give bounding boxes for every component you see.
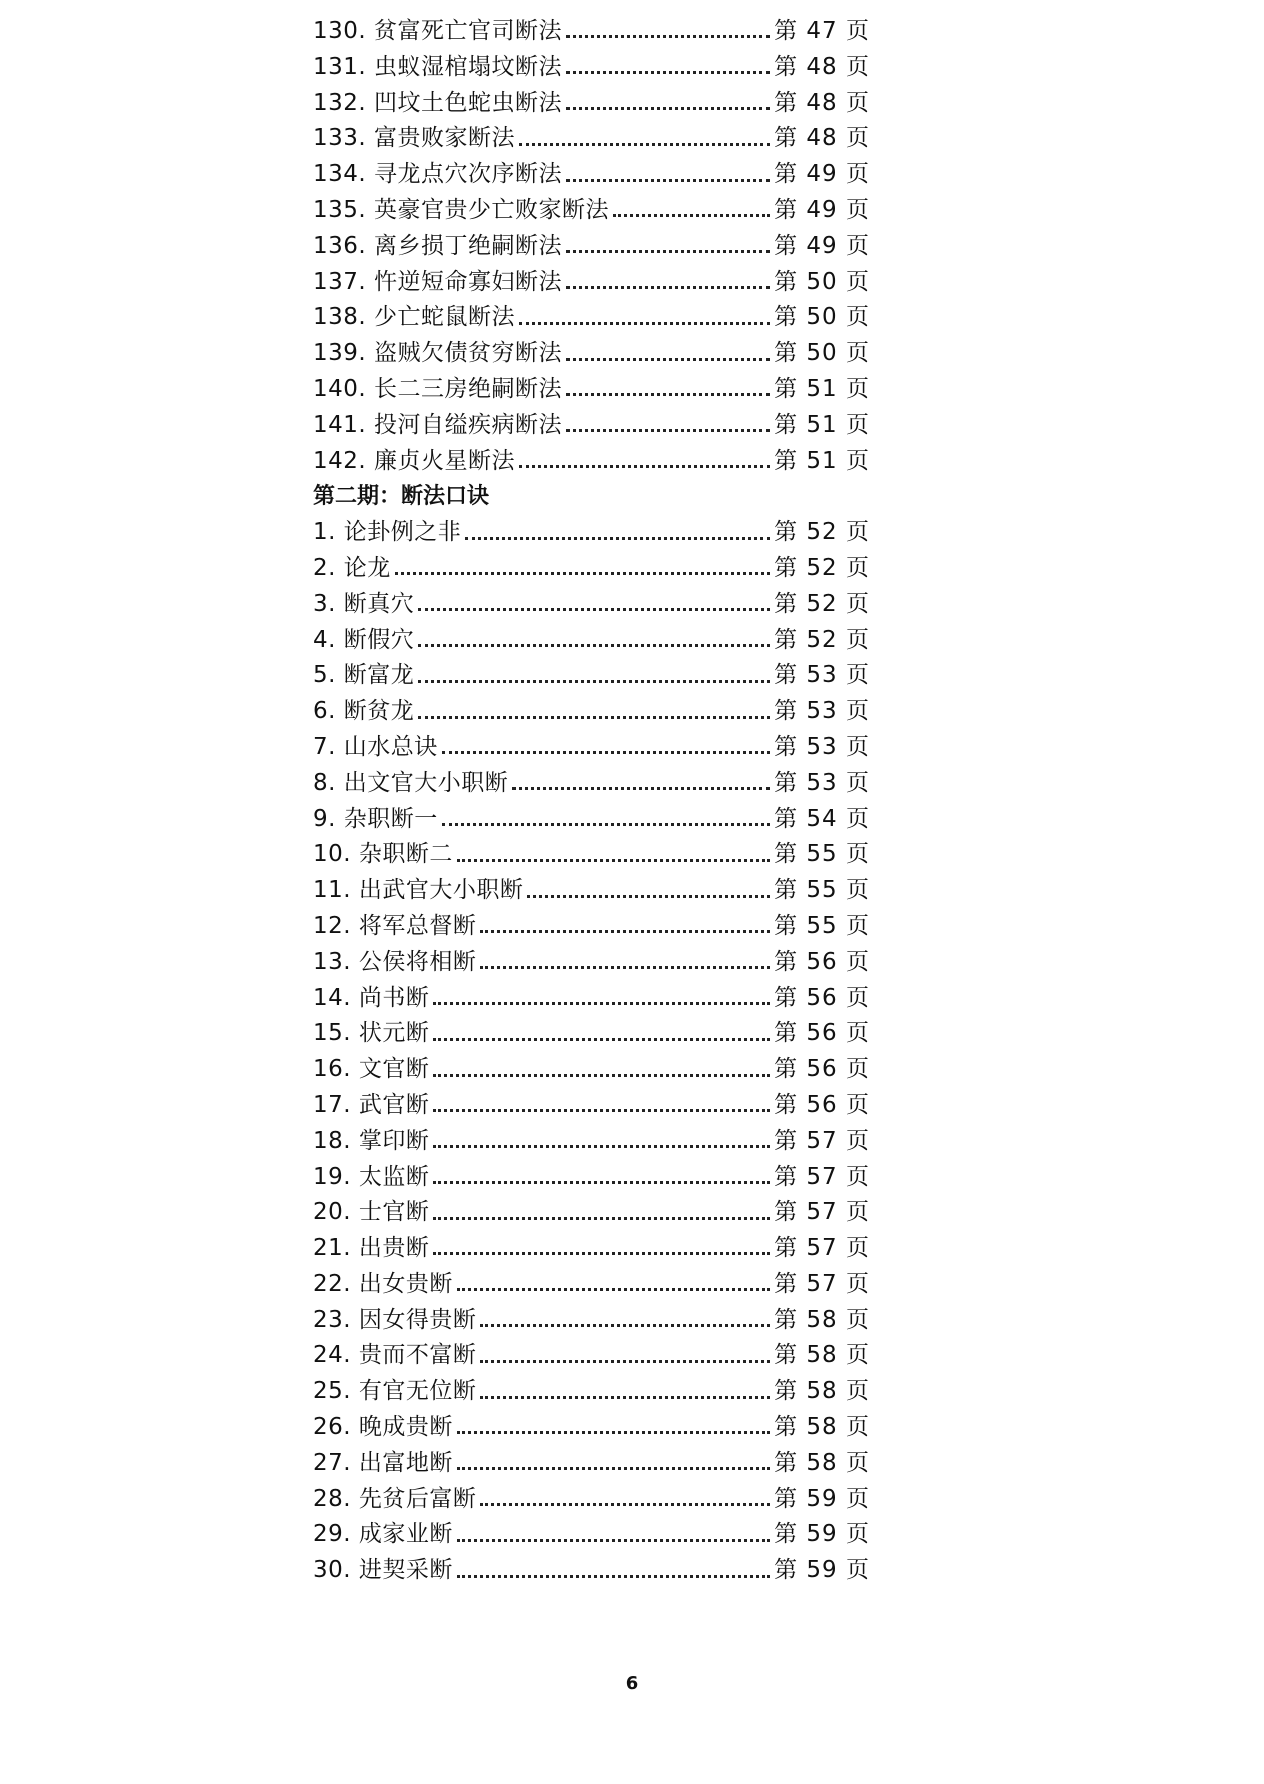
toc-entry-title: 22. 出女贵断 bbox=[313, 1270, 453, 1297]
toc-entry-title: 27. 出富地断 bbox=[313, 1449, 453, 1476]
toc-entry bbox=[313, 157, 870, 193]
toc-entry-page: 第 56 页 bbox=[774, 948, 870, 975]
toc-entry bbox=[313, 265, 870, 301]
dot-leader bbox=[457, 1465, 770, 1470]
dot-leader bbox=[480, 1358, 770, 1363]
dot-leader bbox=[566, 248, 770, 253]
toc-entry-page: 第 48 页 bbox=[774, 89, 870, 116]
toc-entry bbox=[313, 193, 870, 229]
toc-entry bbox=[313, 837, 870, 873]
toc-entry bbox=[313, 1088, 870, 1124]
toc-entry-page: 第 52 页 bbox=[774, 519, 870, 546]
toc-entry-title: 25. 有官无位断 bbox=[313, 1378, 477, 1405]
toc-entry bbox=[313, 623, 870, 659]
toc-entry-title: 3. 断真穴 bbox=[313, 590, 415, 617]
toc-entry-title: 17. 武官断 bbox=[313, 1091, 430, 1118]
toc-entry bbox=[313, 1231, 870, 1267]
toc-entry-title: 12. 将军总督断 bbox=[313, 912, 477, 939]
dot-leader bbox=[433, 1072, 770, 1077]
toc-entry-page: 第 56 页 bbox=[774, 984, 870, 1011]
toc-entry bbox=[313, 444, 870, 480]
toc-entry-title: 10. 杂职断二 bbox=[313, 841, 453, 868]
toc-entry bbox=[313, 802, 870, 838]
toc-entry-title: 30. 进契采断 bbox=[313, 1557, 453, 1584]
toc-entry-title: 142. 廉贞火星断法 bbox=[313, 447, 516, 474]
dot-leader bbox=[566, 284, 770, 289]
toc-section-1 bbox=[313, 14, 870, 479]
toc-entry-page: 第 50 页 bbox=[774, 340, 870, 367]
dot-leader bbox=[519, 463, 770, 468]
dot-leader bbox=[457, 1537, 770, 1542]
toc-entry-page: 第 51 页 bbox=[774, 375, 870, 402]
toc-entry-page: 第 57 页 bbox=[774, 1163, 870, 1190]
toc-entry-page: 第 47 页 bbox=[774, 18, 870, 44]
toc-entry bbox=[313, 1446, 870, 1482]
toc-entry bbox=[313, 1374, 870, 1410]
toc-entry-title: 6. 断贫龙 bbox=[313, 698, 415, 725]
toc-entry bbox=[313, 1195, 870, 1231]
toc-entry-page: 第 59 页 bbox=[774, 1485, 870, 1512]
toc-entry-page: 第 57 页 bbox=[774, 1270, 870, 1297]
dot-leader bbox=[519, 320, 770, 325]
toc-entry-page: 第 55 页 bbox=[774, 841, 870, 868]
toc-entry-page: 第 58 页 bbox=[774, 1306, 870, 1333]
toc-entry-page: 第 59 页 bbox=[774, 1521, 870, 1548]
dot-leader bbox=[433, 1107, 770, 1112]
toc-entry-page: 第 58 页 bbox=[774, 1414, 870, 1441]
toc-entry bbox=[313, 336, 870, 372]
toc-entry bbox=[313, 14, 870, 50]
dot-leader bbox=[480, 928, 770, 933]
dot-leader bbox=[527, 893, 770, 898]
toc-entry-title: 14. 尚书断 bbox=[313, 984, 430, 1011]
toc-entry-page: 第 51 页 bbox=[774, 411, 870, 438]
dot-leader bbox=[433, 1036, 770, 1041]
toc-entry bbox=[313, 1160, 870, 1196]
dot-leader bbox=[418, 714, 770, 719]
toc-entry-title: 28. 先贫后富断 bbox=[313, 1485, 477, 1512]
toc-entry bbox=[313, 50, 870, 86]
toc-entry-page: 第 56 页 bbox=[774, 1056, 870, 1083]
toc-entry-page: 第 52 页 bbox=[774, 626, 870, 653]
toc-entry-page: 第 50 页 bbox=[774, 304, 870, 331]
toc-entry-title: 135. 英豪官贵少亡败家断法 bbox=[313, 196, 610, 223]
toc-entry-page: 第 48 页 bbox=[774, 125, 870, 152]
toc-entry-title: 139. 盗贼欠债贫穷断法 bbox=[313, 340, 563, 367]
toc-entry-page: 第 54 页 bbox=[774, 805, 870, 832]
toc-entry bbox=[313, 658, 870, 694]
dot-leader bbox=[433, 1179, 770, 1184]
toc-entry-page: 第 53 页 bbox=[774, 698, 870, 725]
toc-entry-page: 第 57 页 bbox=[774, 1199, 870, 1226]
toc-entry bbox=[313, 1124, 870, 1160]
toc-entry-title: 131. 虫蚁湿棺塌坟断法 bbox=[313, 53, 563, 80]
toc-entry-title: 23. 因女得贵断 bbox=[313, 1306, 477, 1333]
toc-entry bbox=[313, 1482, 870, 1518]
toc-entry-page: 第 59 页 bbox=[774, 1557, 870, 1584]
toc-section-2 bbox=[313, 515, 870, 1589]
dot-leader bbox=[613, 212, 770, 217]
toc-entry-page: 第 58 页 bbox=[774, 1342, 870, 1369]
toc-entry-page: 第 49 页 bbox=[774, 161, 870, 188]
toc-entry-page: 第 53 页 bbox=[774, 662, 870, 689]
toc-entry bbox=[313, 515, 870, 551]
toc-entry-page: 第 55 页 bbox=[774, 912, 870, 939]
dot-leader bbox=[457, 1573, 770, 1578]
toc-entry bbox=[313, 1016, 870, 1052]
toc-entry bbox=[313, 873, 870, 909]
toc-entry-title: 16. 文官断 bbox=[313, 1056, 430, 1083]
toc-entry-page: 第 52 页 bbox=[774, 590, 870, 617]
dot-leader bbox=[395, 570, 770, 575]
toc-entry bbox=[313, 1338, 870, 1374]
toc-entry-title: 140. 长二三房绝嗣断法 bbox=[313, 375, 563, 402]
dot-leader bbox=[480, 964, 770, 969]
toc-entry-title: 13. 公侯将相断 bbox=[313, 948, 477, 975]
toc-entry bbox=[313, 551, 870, 587]
toc-entry-title: 130. 贫富死亡官司断法 bbox=[313, 18, 563, 44]
toc-entry-page: 第 57 页 bbox=[774, 1127, 870, 1154]
toc-entry bbox=[313, 1517, 870, 1553]
toc-entry bbox=[313, 587, 870, 623]
toc-entry-title: 11. 出武官大小职断 bbox=[313, 877, 524, 904]
toc-entry bbox=[313, 229, 870, 265]
toc-entry-page: 第 52 页 bbox=[774, 554, 870, 581]
toc-entry bbox=[313, 1303, 870, 1339]
toc-entry-title: 136. 离乡损丁绝嗣断法 bbox=[313, 232, 563, 259]
page-number: 6 bbox=[625, 1673, 639, 1694]
toc-entry-page: 第 55 页 bbox=[774, 877, 870, 904]
dot-leader bbox=[566, 69, 770, 74]
toc-entry-title: 29. 成家业断 bbox=[313, 1521, 453, 1548]
toc-entry bbox=[313, 1410, 870, 1446]
toc-entry-title: 4. 断假穴 bbox=[313, 626, 415, 653]
dot-leader bbox=[480, 1501, 770, 1506]
toc-entry-page: 第 49 页 bbox=[774, 196, 870, 223]
toc-entry-page: 第 57 页 bbox=[774, 1235, 870, 1262]
toc-entry-title: 132. 凹坟土色蛇虫断法 bbox=[313, 89, 563, 116]
toc-entry bbox=[313, 86, 870, 122]
toc-entry-title: 5. 断富龙 bbox=[313, 662, 415, 689]
toc-entry-title: 15. 状元断 bbox=[313, 1020, 430, 1047]
toc-entry-page: 第 50 页 bbox=[774, 268, 870, 295]
dot-leader bbox=[480, 1394, 770, 1399]
toc-entry-title: 1. 论卦例之非 bbox=[313, 519, 462, 546]
table-of-contents bbox=[313, 14, 870, 1589]
dot-leader bbox=[566, 177, 770, 182]
toc-entry bbox=[313, 121, 870, 157]
toc-entry bbox=[313, 945, 870, 981]
toc-entry-page: 第 58 页 bbox=[774, 1449, 870, 1476]
toc-entry bbox=[313, 694, 870, 730]
dot-leader bbox=[512, 785, 770, 790]
toc-entry bbox=[313, 981, 870, 1017]
toc-entry bbox=[313, 766, 870, 802]
toc-entry-title: 137. 忤逆短命寡妇断法 bbox=[313, 268, 563, 295]
toc-entry bbox=[313, 909, 870, 945]
toc-entry bbox=[313, 1052, 870, 1088]
dot-leader bbox=[457, 1429, 770, 1434]
dot-leader bbox=[442, 821, 770, 826]
dot-leader bbox=[433, 1143, 770, 1148]
dot-leader bbox=[566, 33, 770, 38]
toc-entry-page: 第 53 页 bbox=[774, 769, 870, 796]
toc-entry-title: 9. 杂职断一 bbox=[313, 805, 438, 832]
dot-leader bbox=[433, 1000, 770, 1005]
toc-entry-title: 8. 出文官大小职断 bbox=[313, 769, 509, 796]
toc-entry-title: 133. 富贵败家断法 bbox=[313, 125, 516, 152]
section-heading: 第二期：断法口诀 bbox=[313, 484, 490, 510]
toc-entry bbox=[313, 730, 870, 766]
toc-entry-title: 18. 掌印断 bbox=[313, 1127, 430, 1154]
dot-leader bbox=[566, 356, 770, 361]
toc-entry-title: 7. 山水总诀 bbox=[313, 733, 438, 760]
dot-leader bbox=[566, 391, 770, 396]
toc-entry bbox=[313, 372, 870, 408]
toc-entry-title: 24. 贵而不富断 bbox=[313, 1342, 477, 1369]
dot-leader bbox=[519, 141, 770, 146]
dot-leader bbox=[442, 749, 770, 754]
toc-entry-page: 第 56 页 bbox=[774, 1020, 870, 1047]
toc-entry-page: 第 48 页 bbox=[774, 53, 870, 80]
toc-entry bbox=[313, 1267, 870, 1303]
toc-entry-page: 第 53 页 bbox=[774, 733, 870, 760]
toc-entry bbox=[313, 1553, 870, 1589]
toc-entry-title: 20. 士官断 bbox=[313, 1199, 430, 1226]
dot-leader bbox=[457, 857, 770, 862]
dot-leader bbox=[433, 1250, 770, 1255]
toc-entry bbox=[313, 408, 870, 444]
dot-leader bbox=[457, 1286, 770, 1291]
toc-entry-page: 第 51 页 bbox=[774, 447, 870, 474]
toc-entry-title: 138. 少亡蛇鼠断法 bbox=[313, 304, 516, 331]
toc-entry-title: 26. 晚成贵断 bbox=[313, 1414, 453, 1441]
dot-leader bbox=[566, 427, 770, 432]
dot-leader bbox=[418, 606, 770, 611]
dot-leader bbox=[480, 1322, 770, 1327]
dot-leader bbox=[433, 1215, 770, 1220]
toc-entry-title: 141. 投河自缢疾病断法 bbox=[313, 411, 563, 438]
toc-entry-page: 第 49 页 bbox=[774, 232, 870, 259]
toc-entry-title: 134. 寻龙点穴次序断法 bbox=[313, 161, 563, 188]
dot-leader bbox=[418, 678, 770, 683]
dot-leader bbox=[418, 642, 770, 647]
toc-entry-page: 第 56 页 bbox=[774, 1091, 870, 1118]
toc-entry-title: 19. 太监断 bbox=[313, 1163, 430, 1190]
toc-entry bbox=[313, 300, 870, 336]
toc-entry-page: 第 58 页 bbox=[774, 1378, 870, 1405]
dot-leader bbox=[465, 535, 770, 540]
toc-entry-title: 21. 出贵断 bbox=[313, 1235, 430, 1262]
toc-entry-title: 2. 论龙 bbox=[313, 554, 391, 581]
dot-leader bbox=[566, 105, 770, 110]
